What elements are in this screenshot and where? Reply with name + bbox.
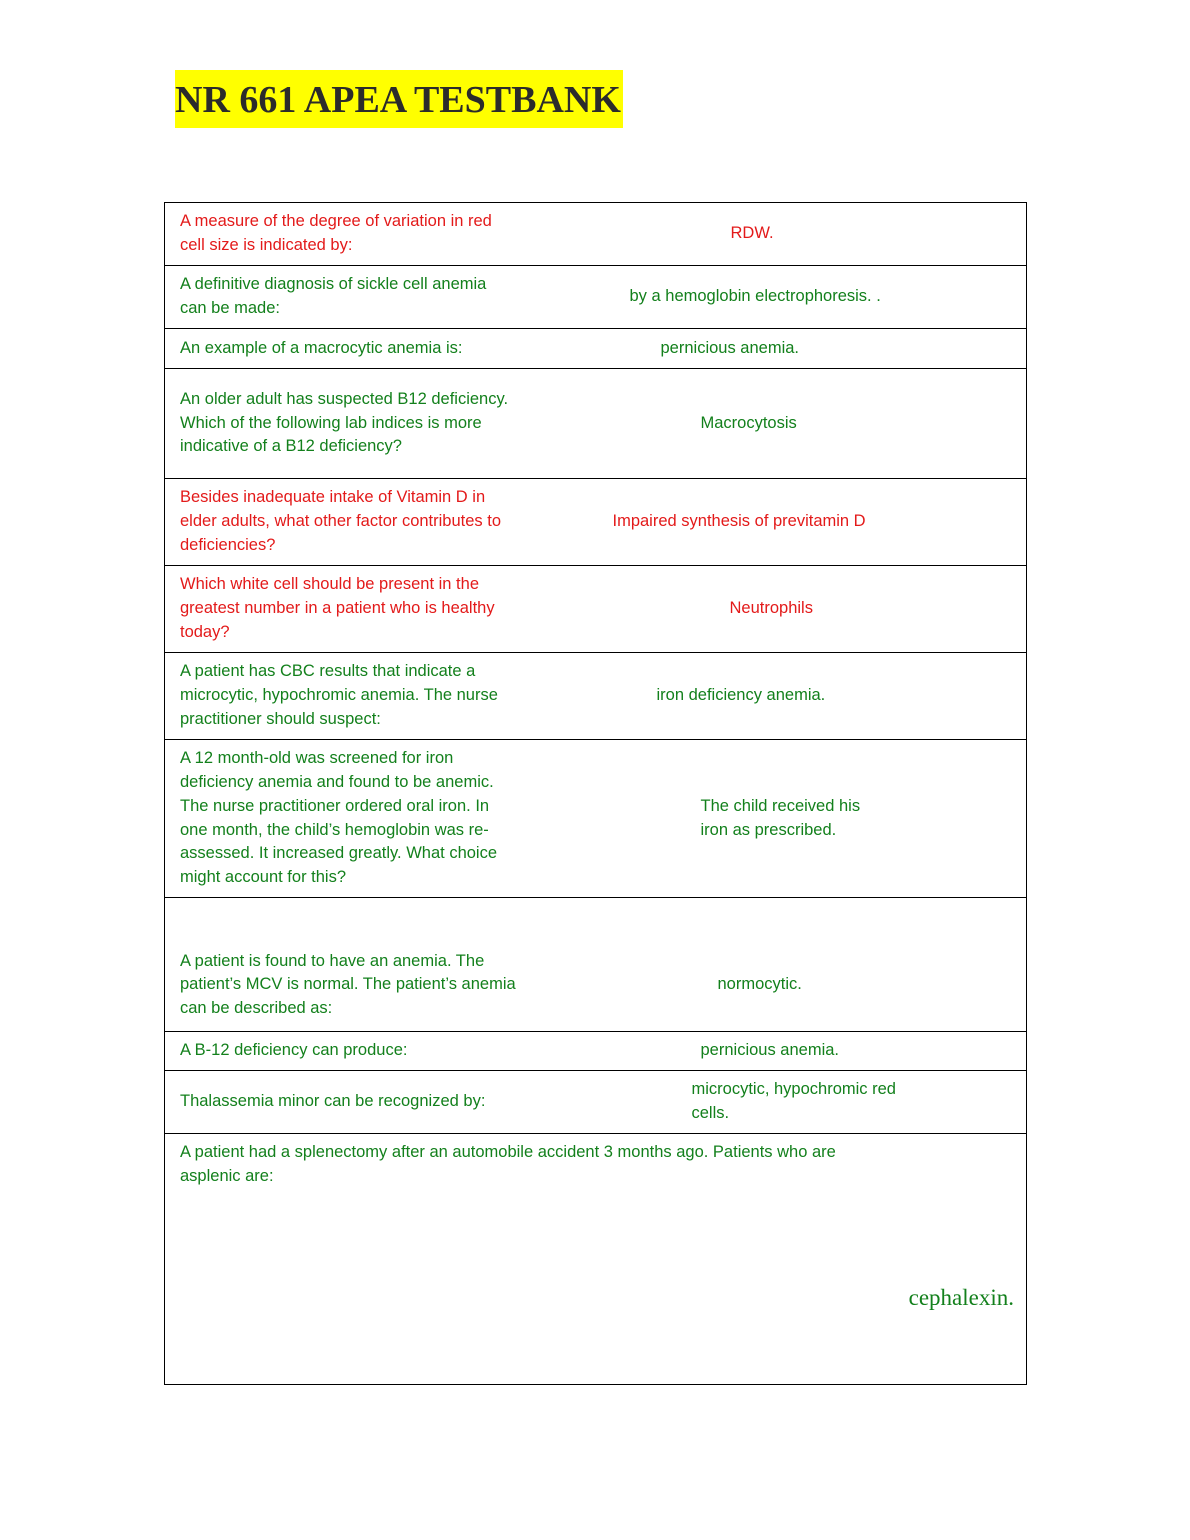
question-cell: A 12 month-old was screened for iron deficiency anemia and found to be anemic. The nurse practitioner ordered oral iron. In one month, the child’s hemoglobin was re-assessed. It increased greatly. What choice might account for this? xyxy=(165,740,527,898)
question-cell: Besides inadequate intake of Vitamin D in elder adults, what other factor contributes to deficiencies? xyxy=(165,479,527,566)
table-row xyxy=(165,740,1027,898)
question-cell: A patient had a splenectomy after an automobile accident 3 months ago. Patients who are asplenic are: xyxy=(180,1143,836,1185)
question-cell: A patient has CBC results that indicate a microcytic, hypochromic anemia. The nurse practitioner should suspect: xyxy=(165,653,527,740)
answer-cell: by a hemoglobin electrophoresis. . xyxy=(629,287,881,306)
answer-cell: pernicious anemia. xyxy=(700,1041,839,1060)
question-cell: A B-12 deficiency can produce: xyxy=(165,1032,527,1071)
qa-table xyxy=(164,202,1027,1385)
table-row xyxy=(165,203,1027,266)
question-cell: An older adult has suspected B12 deficiency. Which of the following lab indices is more indicative of a B12 deficiency? xyxy=(165,369,527,479)
answer-cell: iron deficiency anemia. xyxy=(656,686,826,705)
answer-cell: Neutrophils xyxy=(729,599,813,618)
answer-cell: Macrocytosis xyxy=(700,413,797,432)
question-cell: An example of a macrocytic anemia is: xyxy=(165,329,527,369)
question-cell: Thalassemia minor can be recognized by: xyxy=(165,1071,527,1134)
table-row xyxy=(165,479,1027,566)
table-row xyxy=(165,653,1027,740)
answer-cell: Impaired synthesis of previtamin D xyxy=(612,512,866,531)
question-cell: A patient is found to have an anemia. The patient’s MCV is normal. The patient’s anemia can be described as: xyxy=(165,898,527,1032)
table-row xyxy=(165,1134,1027,1385)
table-row xyxy=(165,369,1027,479)
question-cell: A measure of the degree of variation in red cell size is indicated by: xyxy=(165,203,527,266)
table-row xyxy=(165,329,1027,369)
table-row xyxy=(165,1032,1027,1071)
answer-cell: normocytic. xyxy=(717,975,802,994)
question-cell: A definitive diagnosis of sickle cell anemia can be made: xyxy=(165,266,527,329)
table-row xyxy=(165,266,1027,329)
answer-cell: cephalexin. xyxy=(908,1285,1014,1310)
table-row xyxy=(165,898,1027,1032)
table-row xyxy=(165,566,1027,653)
table-row xyxy=(165,1071,1027,1134)
question-cell: Which white cell should be present in the greatest number in a patient who is healthy today? xyxy=(165,566,527,653)
document-title: NR 661 APEA TESTBANK xyxy=(175,70,623,128)
answer-cell: microcytic, hypochromic red cells. xyxy=(691,1080,896,1122)
answer-cell: RDW. xyxy=(730,224,774,243)
answer-cell: The child received his iron as prescribed. xyxy=(700,796,861,839)
answer-cell: pernicious anemia. xyxy=(660,338,799,357)
